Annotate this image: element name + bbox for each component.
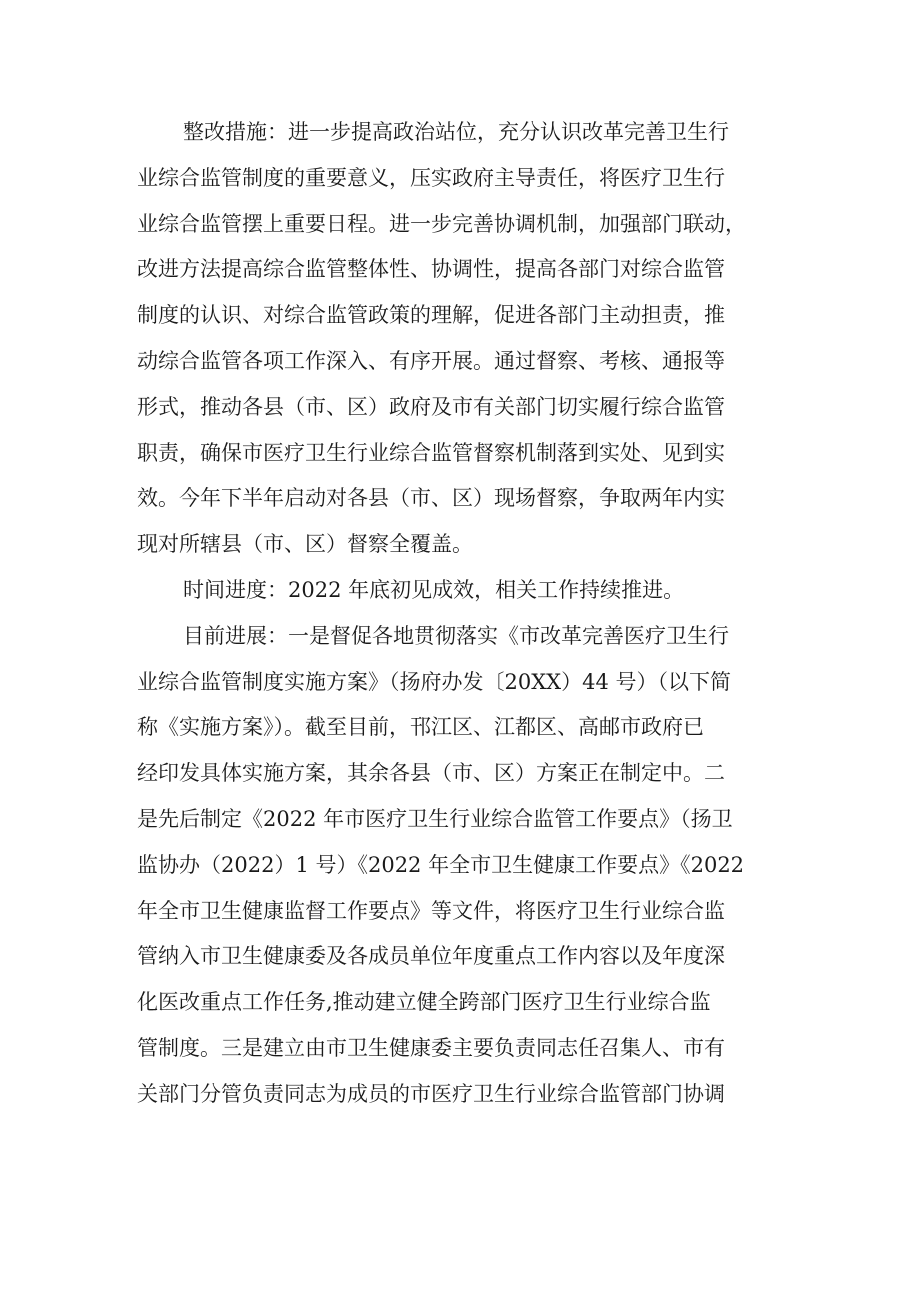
paragraph-line: 管制度。三是建立由市卫生健康委主要负责同志任召集人、市有: [137, 1035, 725, 1060]
paragraph-line: 化医改重点工作任务,推动建立健全跨部门医疗卫生行业综合监: [137, 990, 711, 1015]
paragraph-line: 效。今年下半年启动对各县（市、区）现场督察，争取两年内实: [137, 486, 725, 511]
paragraph-line: 年全市卫生健康监督工作要点》等文件，将医疗卫生行业综合监: [137, 898, 725, 923]
paragraph-line: 职责，确保市医疗卫生行业综合监管督察机制落到实处、见到实: [137, 440, 725, 465]
timeline-paragraph: [137, 568, 799, 614]
paragraph-line: 现对所辖县（市、区）督察全覆盖。: [137, 532, 473, 557]
paragraph-line: 监协办（2022）1 号）《2022 年全市卫生健康工作要点》《2022: [137, 852, 745, 877]
rectification-measures-paragraph: [137, 110, 799, 568]
paragraph-line: 业综合监管摆上重要日程。进一步完善协调机制，加强部门联动，: [137, 211, 746, 236]
paragraph-line: 关部门分管负责同志为成员的市医疗卫生行业综合监管部门协调: [137, 1081, 725, 1106]
current-progress-paragraph: [137, 614, 799, 1118]
paragraph-line: 动综合监管各项工作深入、有序开展。通过督察、考核、通报等: [137, 348, 725, 373]
paragraph-line: 改进方法提高综合监管整体性、协调性，提高各部门对综合监管: [137, 257, 725, 282]
paragraph-line: 称《实施方案》）。截至目前，邗江区、江都区、高邮市政府已: [137, 715, 704, 740]
paragraph-line: 时间进度：2022 年底初见成效，相关工作持续推进。: [183, 577, 685, 602]
paragraph-line: 制度的认识、对综合监管政策的理解，促进各部门主动担责，推: [137, 303, 725, 328]
paragraph-line: 管纳入市卫生健康委及各成员单位年度重点工作内容以及年度深: [137, 944, 725, 969]
paragraph-line: 是先后制定《2022 年市医疗卫生行业综合监管工作要点》（扬卫: [137, 806, 733, 831]
paragraph-line: 业综合监管制度的重要意义，压实政府主导责任，将医疗卫生行: [137, 165, 725, 190]
paragraph-line: 整改措施：进一步提高政治站位，充分认识改革完善卫生行: [183, 120, 729, 144]
paragraph-line: 经印发具体实施方案，其余各县（市、区）方案正在制定中。二: [137, 761, 725, 786]
document-body: [137, 110, 799, 1118]
paragraph-line: 形式，推动各县（市、区）政府及市有关部门切实履行综合监管: [137, 394, 725, 419]
paragraph-line: 业综合监管制度实施方案》（扬府办发〔20XX）44 号）（以下简: [137, 669, 732, 694]
paragraph-line: 目前进展：一是督促各地贯彻落实《市改革完善医疗卫生行: [183, 623, 729, 648]
